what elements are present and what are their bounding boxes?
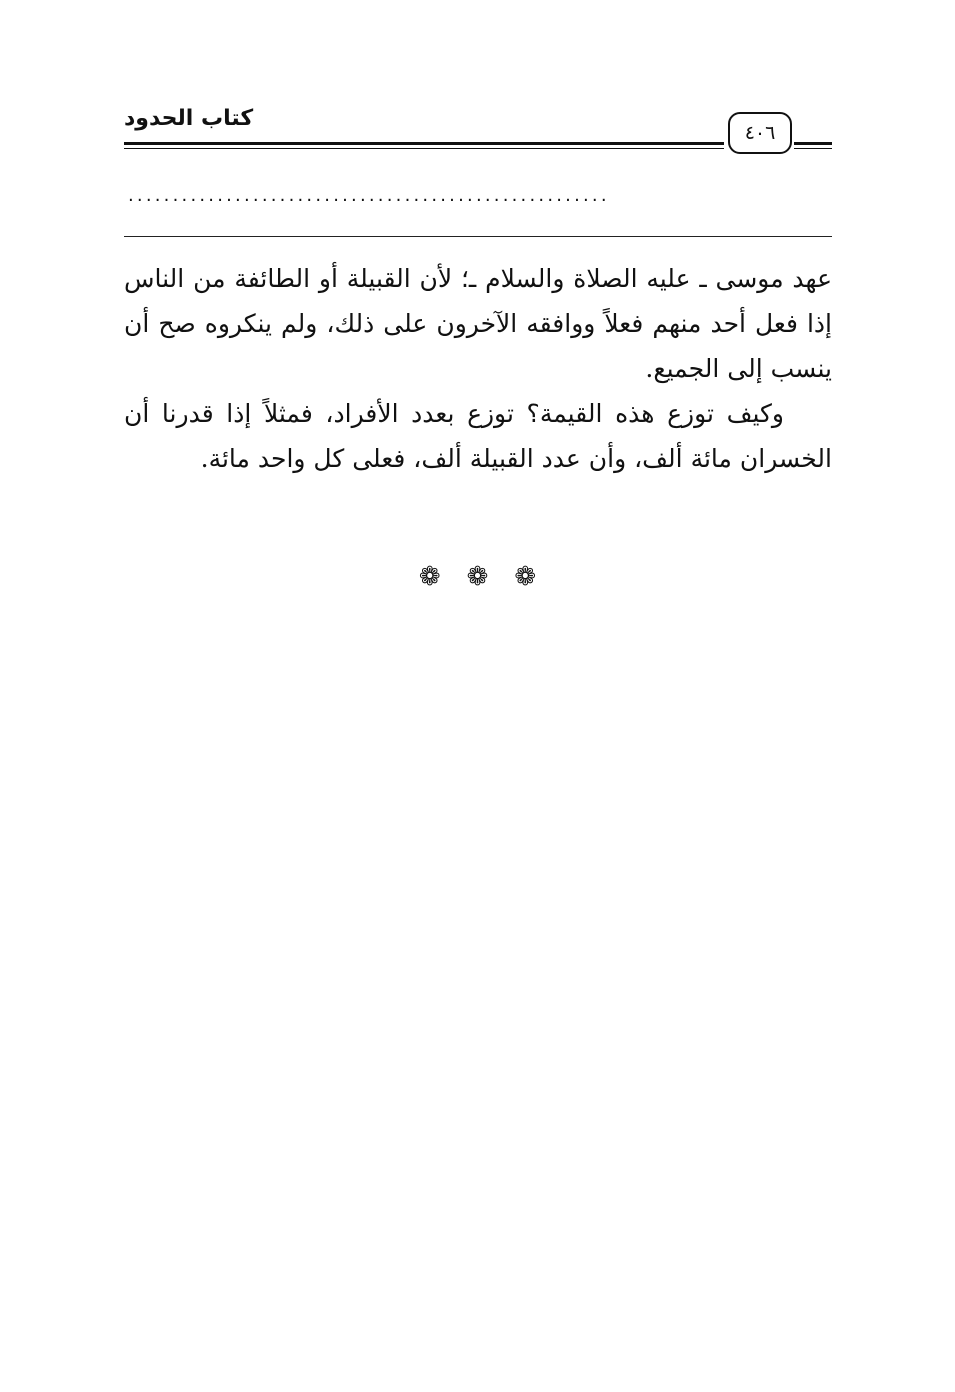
paragraph-2: وكيف توزع هذه القيمة؟ توزع بعدد الأفراد، فمثلاً إذا قدرنا أن الخسران مائة ألف، وأن عدد القبيلة ألف، فعلى كل واحد مائة. [124, 399, 832, 473]
header-rule-thick [124, 142, 724, 145]
paragraph-1: عهد موسى ـ عليه الصلاة والسلام ـ؛ لأن القبيلة أو الطائفة من الناس إذا فعل أحد منهم فعلاً ووافقه الآخرون على ذلك، ولم ينكروه صح أن ينسب إلى الجميع. [124, 264, 832, 383]
body-text [124, 256, 832, 481]
page-number: ٤٠٦ [728, 112, 792, 154]
section-end-ornaments: ❁❁❁ [418, 562, 563, 592]
header-rule-right-thick [794, 142, 832, 145]
dotted-line: ...................................................... [128, 186, 610, 206]
footnote-separator [124, 236, 832, 237]
header-rule-right-thin [794, 148, 832, 149]
header-rule-thin [124, 148, 724, 149]
book-title: كتاب الحدود [124, 106, 254, 131]
page-header [124, 104, 832, 154]
